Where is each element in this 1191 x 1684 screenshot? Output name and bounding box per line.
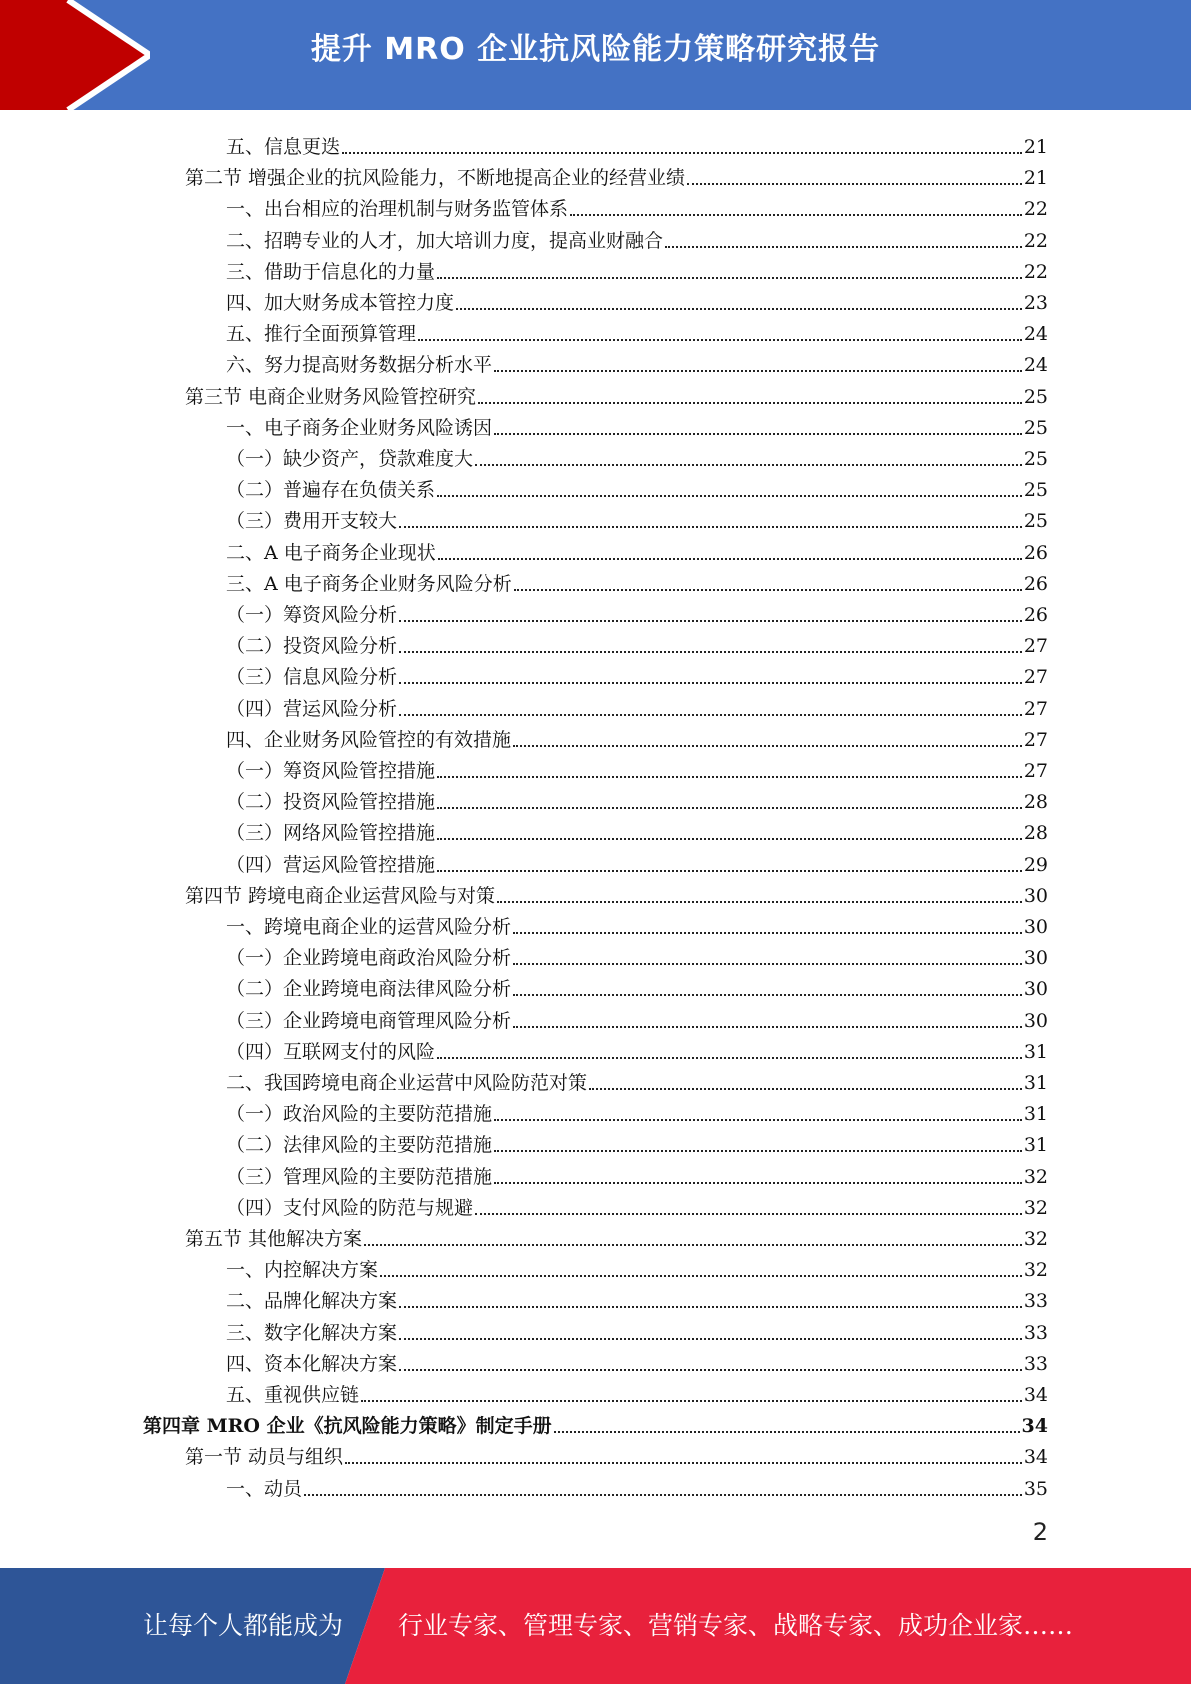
toc-dot-leader (437, 776, 1022, 778)
toc-entry-page: 26 (1023, 572, 1048, 595)
toc-entry-title: （三）管理风险的主要防范措施 (226, 1165, 493, 1188)
toc-entry-title: 第三节 电商企业财务风险管控研究 (185, 385, 477, 408)
toc-entry-page: 27 (1023, 760, 1048, 782)
toc-dot-leader (514, 589, 1022, 591)
toc-entry[interactable] (226, 253, 1048, 284)
toc-entry-title: 六、努力提高财务数据分析水平 (226, 354, 493, 377)
toc-dot-leader (399, 1306, 1022, 1308)
footer-slogan-left: 让每个人都能成为 (143, 1611, 344, 1640)
toc-entry-page: 25 (1023, 479, 1048, 502)
toc-entry[interactable] (226, 1251, 1048, 1282)
page-header (0, 0, 1191, 110)
toc-entry[interactable] (226, 690, 1048, 721)
toc-entry-page: 25 (1023, 385, 1048, 408)
toc-entry[interactable] (226, 1470, 1048, 1501)
toc-dot-leader (478, 402, 1022, 404)
toc-entry-page: 26 (1023, 541, 1048, 564)
toc-entry-title: 四、企业财务风险管控的有效措施 (226, 728, 512, 751)
toc-entry-title: （四）营运风险管控措施 (226, 853, 436, 876)
toc-entry-title: （三）费用开支较大 (226, 510, 398, 533)
toc-entry[interactable] (143, 1407, 1048, 1438)
toc-entry-title: （三）企业跨境电商管理风险分析 (226, 1009, 512, 1032)
toc-entry-page: 23 (1023, 292, 1048, 314)
toc-entry-page: 35 (1023, 1477, 1048, 1500)
toc-entry-title: （一）筹资风险分析 (226, 604, 398, 626)
toc-entry[interactable] (226, 222, 1048, 253)
toc-entry[interactable] (226, 1095, 1048, 1126)
toc-entry[interactable] (226, 814, 1048, 845)
toc-entry[interactable] (226, 1345, 1048, 1376)
toc-entry-page: 32 (1023, 1165, 1048, 1188)
toc-entry-page: 22 (1023, 198, 1048, 221)
toc-entry[interactable] (226, 846, 1048, 877)
toc-entry-page: 25 (1023, 510, 1048, 533)
toc-entry-title: 一、内控解决方案 (226, 1259, 379, 1282)
toc-dot-leader (497, 901, 1022, 903)
toc-entry-page: 34 (1023, 1384, 1048, 1406)
toc-entry-page: 21 (1023, 167, 1048, 190)
toc-dot-leader (513, 1026, 1022, 1028)
toc-dot-leader (665, 246, 1022, 248)
toc-entry-title: 第一节 动员与组织 (185, 1446, 344, 1469)
toc-entry-title: 五、推行全面预算管理 (226, 323, 417, 346)
toc-entry-title: （一）政治风险的主要防范措施 (226, 1103, 493, 1126)
toc-dot-leader (399, 1369, 1022, 1371)
toc-entry-page: 32 (1023, 1228, 1048, 1250)
toc-dot-leader (437, 277, 1022, 279)
toc-entry-page: 21 (1023, 136, 1048, 158)
toc-entry-title: （四）互联网支付的风险 (226, 1040, 436, 1063)
toc-entry-page: 32 (1023, 1259, 1048, 1282)
toc-entry[interactable] (226, 1314, 1048, 1345)
toc-dot-leader (437, 495, 1022, 497)
toc-dot-leader (554, 1431, 1020, 1433)
toc-entry[interactable] (226, 1376, 1048, 1407)
toc-entry[interactable] (185, 159, 1048, 190)
toc-entry-title: 四、加大财务成本管控力度 (226, 292, 455, 314)
toc-entry-page: 24 (1023, 323, 1048, 346)
toc-dot-leader (513, 745, 1022, 747)
toc-entry-title: 五、信息更迭 (226, 136, 341, 158)
toc-entry-title: 二、品牌化解决方案 (226, 1290, 398, 1313)
toc-entry-title: （二）投资风险管控措施 (226, 791, 436, 814)
toc-dot-leader (361, 1400, 1022, 1402)
toc-entry-page: 25 (1023, 448, 1048, 470)
toc-entry[interactable] (226, 721, 1048, 752)
toc-entry[interactable] (226, 939, 1048, 970)
toc-entry[interactable] (226, 1002, 1048, 1033)
toc-dot-leader (437, 1057, 1022, 1059)
toc-entry-title: （二）普遍存在负债关系 (226, 479, 436, 502)
toc-entry-title: （二）企业跨境电商法律风险分析 (226, 978, 512, 1001)
toc-dot-leader (494, 1182, 1022, 1184)
toc-dot-leader (475, 464, 1022, 466)
toc-entry-page: 27 (1023, 635, 1048, 658)
toc-dot-leader (399, 714, 1022, 716)
toc-dot-leader (513, 994, 1022, 996)
toc-entry[interactable] (226, 1158, 1048, 1189)
toc-entry-page: 31 (1023, 1103, 1048, 1126)
toc-entry[interactable] (226, 1033, 1048, 1064)
toc-entry-title: （三）网络风险管控措施 (226, 822, 436, 845)
toc-dot-leader (456, 308, 1022, 310)
toc-entry-page: 30 (1023, 947, 1048, 970)
toc-entry-page: 34 (1023, 1446, 1048, 1469)
toc-entry-title: 一、动员 (226, 1477, 303, 1500)
toc-entry-title: 二、我国跨境电商企业运营中风险防范对策 (226, 1072, 588, 1094)
page-footer (0, 1568, 1191, 1684)
toc-entry-page: 31 (1023, 1134, 1048, 1157)
toc-entry-page: 24 (1023, 354, 1048, 377)
toc-entry-title: （二）法律风险的主要防范措施 (226, 1134, 493, 1157)
toc-entry[interactable] (226, 534, 1048, 565)
toc-entry[interactable] (185, 378, 1048, 409)
toc-entry-title: （三）信息风险分析 (226, 666, 398, 689)
toc-dot-leader (494, 433, 1022, 435)
toc-entry-page: 30 (1023, 1009, 1048, 1032)
toc-entry-page: 31 (1023, 1072, 1048, 1094)
toc-entry[interactable] (226, 1126, 1048, 1157)
toc-entry[interactable] (226, 596, 1048, 627)
toc-entry-page: 25 (1023, 416, 1048, 439)
toc-entry-page: 29 (1023, 853, 1048, 876)
toc-entry[interactable] (226, 471, 1048, 502)
toc-entry-title: 第四节 跨境电商企业运营风险与对策 (185, 884, 496, 907)
toc-entry-title: 二、A 电子商务企业现状 (226, 541, 436, 564)
toc-dot-leader (399, 1338, 1022, 1340)
toc-entry-page: 22 (1023, 260, 1048, 283)
toc-dot-leader (364, 1244, 1022, 1246)
toc-dot-leader (437, 807, 1022, 809)
toc-entry-title: 二、招聘专业的人才，加大培训力度，提高业财融合 (226, 229, 664, 252)
toc-entry[interactable] (226, 315, 1048, 346)
toc-entry[interactable] (226, 190, 1048, 221)
toc-entry[interactable] (185, 877, 1048, 908)
toc-dot-leader (345, 1462, 1022, 1464)
toc-entry[interactable] (226, 409, 1048, 440)
toc-dot-leader (475, 1213, 1022, 1215)
toc-entry[interactable] (185, 1220, 1048, 1251)
toc-entry-page: 34 (1021, 1415, 1048, 1438)
toc-dot-leader (399, 682, 1022, 684)
toc-dot-leader (513, 963, 1022, 965)
toc-entry-page: 30 (1023, 978, 1048, 1001)
toc-entry[interactable] (226, 970, 1048, 1001)
toc-entry[interactable] (226, 502, 1048, 533)
toc-entry-title: （一）企业跨境电商政治风险分析 (226, 947, 512, 970)
toc-entry-page: 30 (1023, 884, 1048, 907)
toc-dot-leader (418, 339, 1022, 341)
toc-dot-leader (494, 370, 1022, 372)
toc-entry-title: 第四章 MRO 企业《抗风险能力策略》制定手册 (143, 1415, 552, 1438)
toc-entry[interactable] (226, 128, 1048, 159)
toc-entry-title: （四）支付风险的防范与规避 (226, 1196, 474, 1219)
toc-entry-page: 26 (1023, 604, 1048, 626)
toc-entry-page: 28 (1023, 822, 1048, 845)
toc-entry[interactable] (226, 908, 1048, 939)
toc-entry-title: （一）缺少资产，贷款难度大 (226, 448, 474, 470)
toc-entry-page: 22 (1023, 229, 1048, 252)
toc-entry[interactable] (226, 1282, 1048, 1313)
toc-dot-leader (399, 620, 1022, 622)
toc-entry-title: （二）投资风险分析 (226, 635, 398, 658)
toc-entry-title: 三、A 电子商务企业财务风险分析 (226, 572, 512, 595)
toc-entry-title: 一、跨境电商企业的运营风险分析 (226, 916, 512, 938)
toc-entry-title: 三、数字化解决方案 (226, 1321, 398, 1344)
toc-entry[interactable] (226, 1064, 1048, 1095)
toc-dot-leader (399, 526, 1022, 528)
report-title: 提升 MRO 企业抗风险能力策略研究报告 (310, 32, 881, 67)
toc-entry[interactable] (226, 783, 1048, 814)
toc-entry-title: 第二节 增强企业的抗风险能力，不断地提高企业的经营业绩 (185, 167, 686, 190)
footer-slogan-right: 行业专家、管理专家、营销专家、战略专家、成功企业家…… (398, 1611, 1074, 1640)
toc-dot-leader (438, 558, 1022, 560)
toc-dot-leader (437, 838, 1022, 840)
toc-entry-title: 一、电子商务企业财务风险诱因 (226, 416, 493, 439)
toc-entry-title: 四、资本化解决方案 (226, 1352, 398, 1375)
toc-dot-leader (304, 1494, 1022, 1496)
page-number: 2 (1032, 1518, 1048, 1546)
toc-entry-title: 三、借助于信息化的力量 (226, 260, 436, 283)
toc-dot-leader (399, 651, 1022, 653)
toc-entry-page: 27 (1023, 666, 1048, 689)
toc-entry-title: 五、重视供应链 (226, 1384, 360, 1406)
toc-dot-leader (513, 932, 1022, 934)
toc-entry-title: （四）营运风险分析 (226, 697, 398, 720)
toc-entry[interactable] (226, 565, 1048, 596)
toc-entry[interactable] (226, 346, 1048, 377)
toc-dot-leader (589, 1088, 1022, 1090)
toc-dot-leader (494, 1150, 1022, 1152)
toc-entry[interactable] (226, 627, 1048, 658)
toc-entry-page: 32 (1023, 1196, 1048, 1219)
toc-dot-leader (437, 870, 1022, 872)
toc-entry-title: 一、出台相应的治理机制与财务监管体系 (226, 198, 569, 221)
toc-entry-title: （一）筹资风险管控措施 (226, 760, 436, 782)
toc-entry-page: 27 (1023, 728, 1048, 751)
toc-dot-leader (494, 1119, 1022, 1121)
toc-entry-page: 33 (1023, 1352, 1048, 1375)
toc-entry-page: 28 (1023, 791, 1048, 814)
toc-entry-page: 30 (1023, 916, 1048, 938)
toc-entry-page: 31 (1023, 1040, 1048, 1063)
toc-entry-page: 27 (1023, 697, 1048, 720)
toc-entry-page: 33 (1023, 1321, 1048, 1344)
toc-entry[interactable] (185, 1438, 1048, 1469)
toc-entry[interactable] (226, 658, 1048, 689)
toc-entry[interactable] (226, 752, 1048, 783)
toc-entry-page: 33 (1023, 1290, 1048, 1313)
toc-entry[interactable] (226, 284, 1048, 315)
toc-dot-leader (687, 183, 1022, 185)
toc-entry[interactable] (226, 1189, 1048, 1220)
toc-entry-title: 第五节 其他解决方案 (185, 1228, 363, 1250)
toc-dot-leader (342, 152, 1022, 154)
toc-dot-leader (570, 214, 1022, 216)
toc-dot-leader (380, 1275, 1022, 1277)
toc-entry[interactable] (226, 440, 1048, 471)
